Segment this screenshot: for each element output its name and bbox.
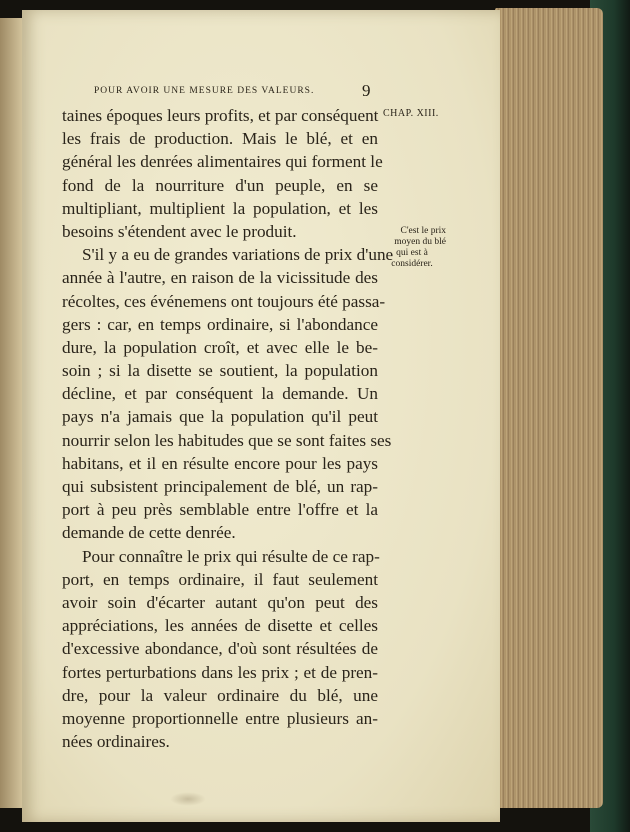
text-line: fond de la nourriture d'un peuple, en se: [62, 175, 378, 195]
text-line: soin ; si la disette se soutient, la population: [62, 361, 378, 381]
text-line: avoir soin d'écarter autant qu'on peut des: [62, 592, 378, 612]
text-line: d'excessive abondance, d'où sont résultées de: [62, 639, 378, 659]
text-line: récoltes, ces événemens ont toujours été passa-: [62, 291, 386, 311]
text-line: habitans, et il en résulte encore pour les pays: [62, 453, 378, 473]
library-stamp-mark: [170, 792, 206, 806]
text-line: nées ordinaires.: [62, 732, 170, 752]
running-head: POUR AVOIR UNE MESURE DES VALEURS.: [94, 86, 315, 96]
text-line: moyenne proportionnelle entre plusieurs an-: [62, 708, 378, 728]
page-number: 9: [362, 81, 371, 100]
text-line: multipliant, multiplient la population, et les: [62, 198, 378, 218]
text-line: fortes perturbations dans les prix ; et de pren-: [62, 662, 378, 682]
text-line: Pour connaître le prix qui résulte de ce rap-: [82, 546, 380, 566]
text-line: besoins s'étendent avec le produit.: [62, 221, 297, 241]
margin-note-line: C'est le prix: [400, 226, 446, 236]
text-line: décline, et par conséquent la demande. Un: [62, 384, 378, 404]
text-line: nourrir selon les habitudes que se sont faites ses: [62, 430, 392, 450]
left-page-edge: [0, 18, 24, 808]
text-line: dre, pour la valeur ordinaire du blé, une: [62, 685, 378, 705]
text-line: général les denrées alimentaires qui forment le: [62, 152, 383, 172]
text-line: dure, la population croît, et avec elle le be-: [62, 337, 378, 357]
text-line: port, en temps ordinaire, il faut seulement: [62, 569, 378, 589]
body-text: [62, 104, 394, 753]
margin-note-line: qui est à: [396, 248, 428, 258]
text-line: taines époques leurs profits, et par conséquent: [62, 106, 379, 125]
margin-note-line: moyen du blé: [394, 237, 446, 247]
text-line: qui subsistent principalement de blé, un rap-: [62, 477, 378, 496]
text-line: année à l'autre, en raison de la vicissitude des: [62, 268, 378, 288]
text-line: S'il y a eu de grandes variations de prix d'une: [82, 245, 394, 265]
text-line: gers : car, en temps ordinaire, si l'abondance: [62, 314, 378, 334]
text-line: appréciations, les années de disette et celles: [62, 616, 378, 636]
text-line: les frais de production. Mais le blé, et en: [62, 129, 378, 149]
chapter-note: CHAP. XIII.: [383, 108, 439, 119]
margin-note-line: considérer.: [391, 259, 433, 269]
text-line: demande de cette denrée.: [62, 523, 236, 543]
text-line: port à peu près semblable entre l'offre et la: [62, 500, 378, 520]
text-line: pays n'a jamais que la population qu'il peut: [62, 407, 378, 427]
page-stack-edge: [495, 8, 603, 808]
